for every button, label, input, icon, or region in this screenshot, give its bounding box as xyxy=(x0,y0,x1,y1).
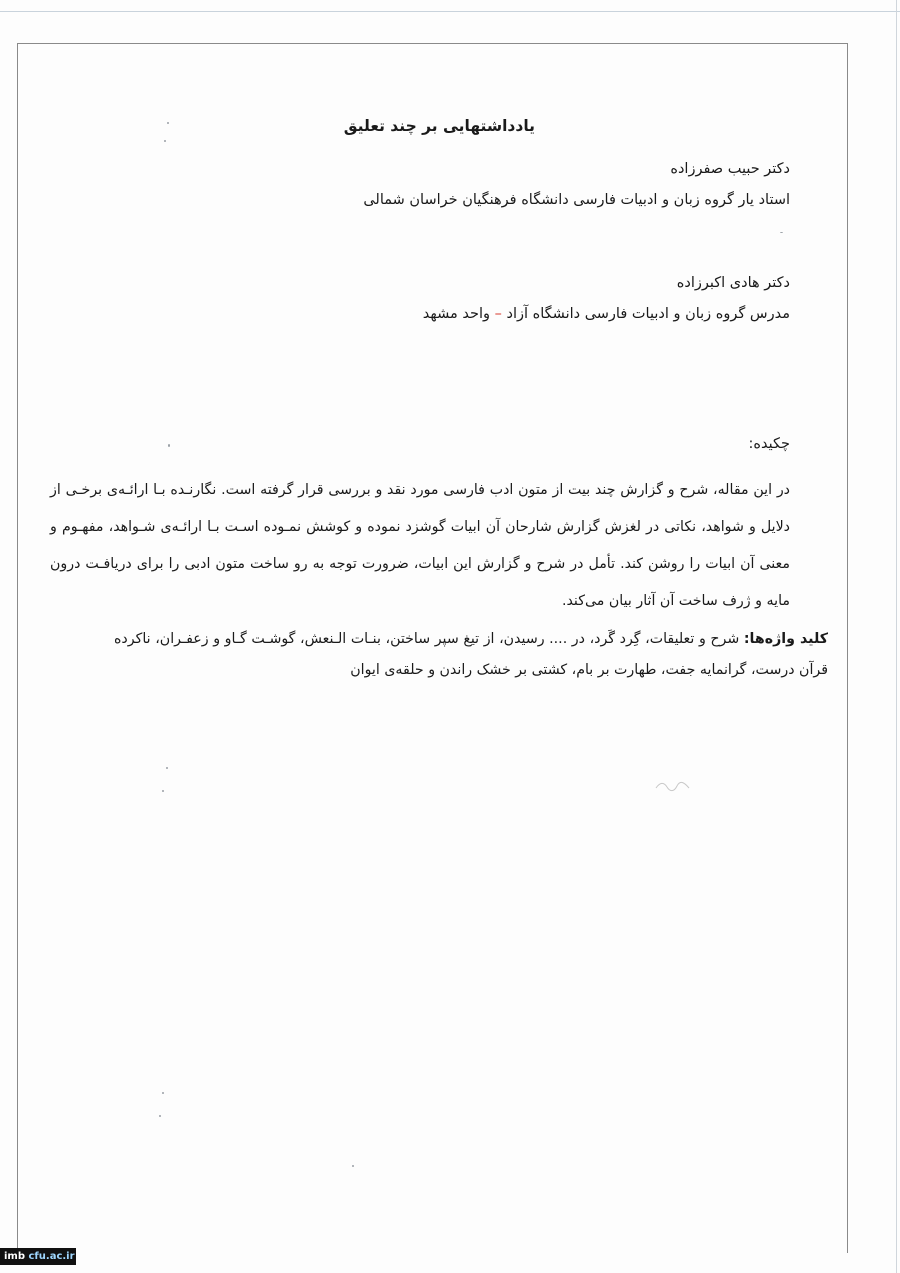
scan-speck xyxy=(162,790,164,792)
scan-speck xyxy=(166,767,168,769)
author-affiliation-2 xyxy=(423,299,790,330)
scan-squiggle-mark xyxy=(655,780,691,794)
scan-top-edge xyxy=(0,11,900,12)
affiliation-university: مدرس گروه زبان و ادبیات فارسی دانشگاه آزاد xyxy=(506,306,790,322)
abstract-heading: چکیده: xyxy=(748,436,790,452)
scan-speck xyxy=(159,1115,161,1117)
keywords-paragraph xyxy=(114,624,828,686)
logo-site: cfu.ac.ir xyxy=(28,1251,75,1262)
scan-speck xyxy=(162,1092,164,1094)
site-logo xyxy=(0,1248,76,1265)
author-affiliation-1: استاد یار گروه زبان و ادبیات فارسی دانشگاه فرهنگیان خراسان شمالی xyxy=(363,192,790,208)
article-title: یادداشتهایی بر چند تعلیق xyxy=(343,117,535,135)
scan-speck xyxy=(168,444,170,447)
keywords-list: شرح و تعلیقات، گِرد گَرد، در .... رسیدن، از تیغ سپر ساختن، بنـات الـنعش، گوشـت گـاو و زعفـران، ناکرده قرآن درست، گرانمایه جفت، طهارت بر بام، کشتی بر خشک راندن و حلقه‌ی ایوان xyxy=(114,631,828,678)
scan-speck xyxy=(167,122,169,124)
affiliation-dash: – xyxy=(490,306,507,322)
affiliation-branch: واحد مشهد xyxy=(422,306,491,322)
scan-speck xyxy=(352,1165,354,1167)
abstract-text: در این مقاله، شرح و گزارش چند بیت از متون ادب فارسی مورد نقد و بررسی قرار گرفته است. نگارنـده بـا ارائـه‌ی برخـی از دلایل و شواهد، نکاتی در لغزش گزارش شارحان آن ابیات گوشزد نموده و کوشش نمـوده اسـت بـا ارائـه‌ی شـواهد، مفهـوم و معنی آن ابیات را روشن کند. تأمل در شرح و گزارش این ابیات، ضرورت توجه به رو ساخت متون ادبی را برای دریافـت درون مایه و ژرف ساخت آن آثار بیان می‌کند. xyxy=(50,482,790,609)
author-block-1 xyxy=(363,154,790,216)
keywords-label: کلید واژه‌ها: xyxy=(743,631,828,647)
scan-speck xyxy=(780,232,783,233)
author-name-2: دکتر هادی اکبرزاده xyxy=(676,275,790,291)
author-name-1: دکتر حبیب صفرزاده xyxy=(670,161,790,177)
scan-speck xyxy=(164,140,166,142)
logo-prefix: imb xyxy=(4,1251,29,1262)
scan-right-edge xyxy=(896,0,897,1273)
author-block-2 xyxy=(423,268,790,330)
